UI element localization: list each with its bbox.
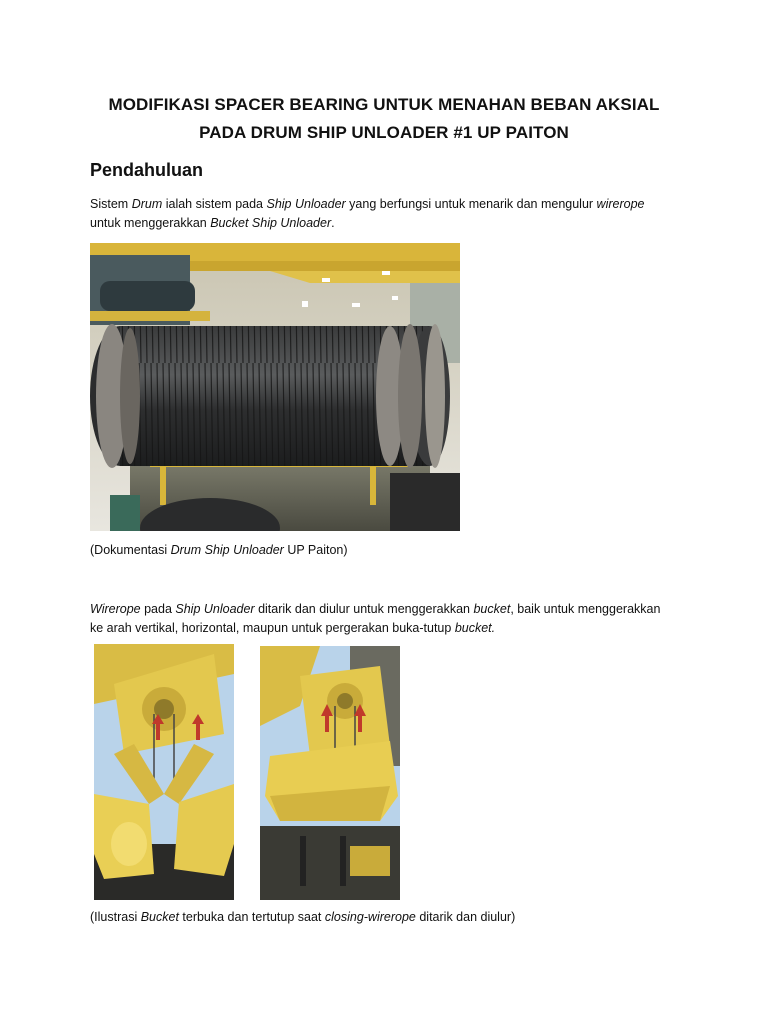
drum-photo-caption: (Dokumentasi Drum Ship Unloader UP Paiton): [90, 543, 348, 557]
bucket-closed-photo: [260, 646, 400, 900]
document-title-line-2: PADA DRUM SHIP UNLOADER #1 UP PAITON: [199, 123, 569, 142]
section-heading: Pendahuluan: [90, 160, 204, 180]
intro-paragraph: Sistem Drum ialah sistem pada Ship Unloader yang berfungsi untuk menarik dan mengulur wirerope untuk menggerakkan Bucket Ship Unloader.: [90, 197, 645, 230]
bucket-photo-caption: (Ilustrasi Bucket terbuka dan tertutup saat closing-wirerope ditarik dan diulur): [90, 910, 516, 924]
drum-photo: [90, 243, 460, 531]
wirerope-paragraph: Wirerope pada Ship Unloader ditarik dan diulur untuk menggerakkan bucket, baik untuk menggerakkan ke arah vertikal, horizontal, maupun untuk pergerakan buka-tutup bucket.: [90, 602, 661, 635]
bucket-open-photo: [94, 644, 234, 900]
document-title-line-1: MODIFIKASI SPACER BEARING UNTUK MENAHAN BEBAN AKSIAL: [108, 95, 660, 114]
